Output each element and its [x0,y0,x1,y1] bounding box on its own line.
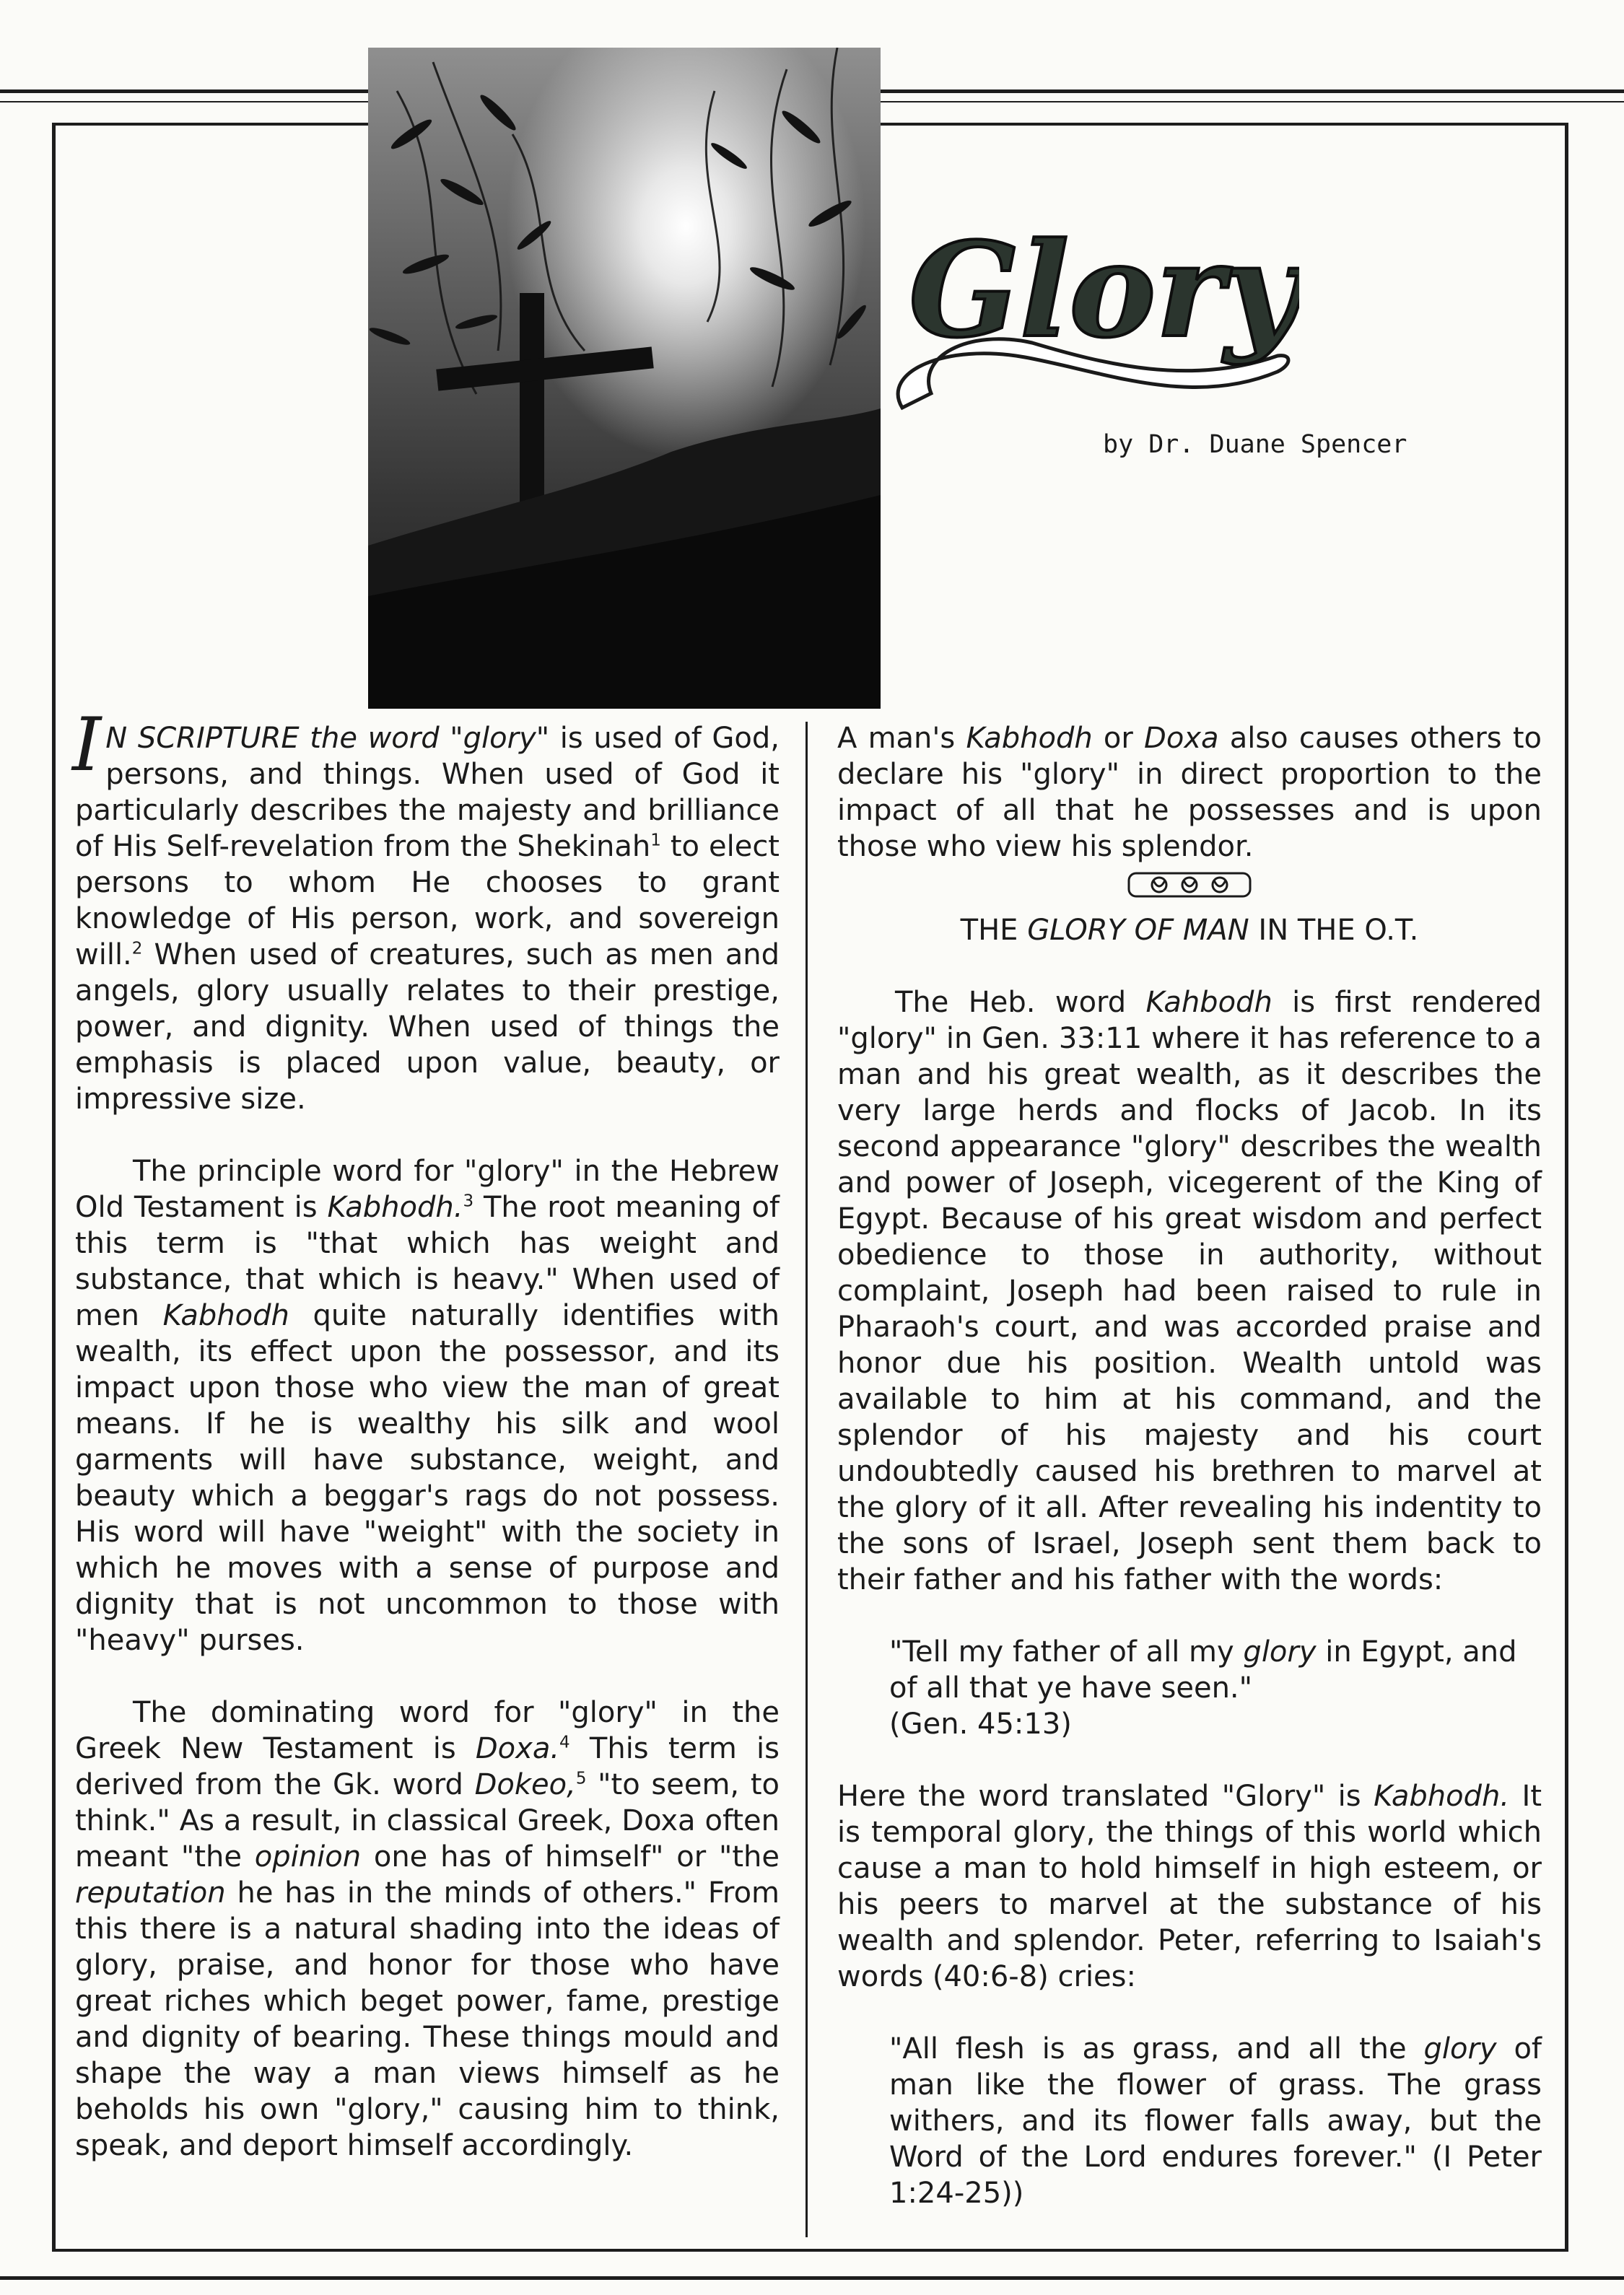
paragraph-intro: I N SCRIPTURE the word "glory" is used of God, persons, and things. When used of God it particularly describes the majesty and brilliance of His Self-revelation from the Shekinah$^1$ to elect persons to whom He chooses to grant knowledge of His person, work, and sovereign will.$^2$ When used of creatures, such as men and angels, glory usually relates to their prestige, power, and dignity. When used of things the emphasis is placed upon value, beauty, or impressive size. [72,702,780,1116]
column-divider [806,722,808,2237]
cross-silhouette-image [368,48,881,709]
quote-peter: "All flesh is as grass, and all the glory of man like the flower of grass. The grass withers, and its flower falls away, but the Word of the Lord endures forever." (I Peter 1:24-25)) [889,2032,1542,2210]
paragraph-continuation: A man's Kabhodh or Doxa also causes others to declare his "glory" in direct proportion to the impact of all that he possesses and is upon those who view his splendor. [837,722,1542,863]
section-heading: THE GLORY OF MAN IN THE O.T. [960,914,1419,947]
bottom-rule [0,2276,1624,2280]
footnote-marker: 5 [575,1769,587,1788]
quote-reference: (Gen. 45:13) [889,1708,1072,1741]
left-column [72,702,780,2164]
frame-left [52,123,56,2252]
ornament-divider [837,870,1542,902]
footnote-marker: 4 [559,1733,570,1752]
quote-genesis: "Tell my father of all my glory in Egypt, and of all that ye have seen." (Gen. 45:13) [889,1635,1517,1741]
glory-title-art [888,191,1299,451]
drop-cap: I [72,702,102,788]
paragraph-temporal-glory: Here the word translated "Glory" is Kabhodh. It is temporal glory, the things of this world which cause a man to hold himself in high esteem, or his peers to marvel at the substance of his wealth and splendor. Peter, referring to Isaiah's words (40:6-8) cries: [837,1780,1542,1993]
frame-right [1565,123,1568,2252]
footnote-marker: 1 [650,831,661,850]
paragraph-doxa: The dominating word for "glory" in the Greek New Testament is Doxa.$^4$ This term is derived from the Gk. word Dokeo,$^5$ "to seem, to think." As a result, in classical Greek, Doxa often meant "the opinion one has of himself" or "the reputation he has in the minds of others." From this there is a natural shading into the ideas of glory, praise, and honor for those who have great riches which beget power, fame, prestige and dignity of bearing. These things mould and shape the way a man views himself as he beholds his own "glory," causing him to think, speak, and deport himself accordingly. [75,1696,780,2162]
footnote-marker: 2 [131,939,143,958]
footnote-marker: 3 [463,1192,474,1211]
byline: by Dr. Duane Spencer [1103,430,1407,459]
paragraph-kabhodh: The principle word for "glory" in the Hebrew Old Testament is Kabhodh.$^3$ The root meaning of this term is "that which has weight and substance, that which is heavy." When used of men Kabhodh quite naturally identifies with wealth, its effect upon the possessor, and its impact upon those who view the man of great means. If he is wealthy his silk and wool garments will have substance, weight, and beauty which a beggar's rags do not possess. His word will have "weight" with the society in which he moves with a sense of purpose and dignity that is not uncommon to those with "heavy" purses. [75,1155,780,1657]
right-column [837,720,1542,2211]
cross-photo [368,48,881,709]
intro-lead: N SCRIPTURE the word "glory" [105,722,550,755]
title-text: Glory [909,214,1299,367]
frame-bottom [52,2249,1568,2252]
paragraph-joseph: The Heb. word Kahbodh is first rendered "glory" in Gen. 33:11 where it has reference to a man and his great wealth, as it describes the very large herds and flocks of Jacob. In its second appearance "glory" describes the wealth and power of Joseph, vicegerent of the King of Egypt. Because of his great wisdom and perfect obedience to those in authority, without complaint, Joseph had been raised to rule in Pharaoh's court, and was accorded praise and honor due his position. Wealth untold was available to him at his command, and the splendor of his majesty and his court undoubtedly caused his brethren to marvel at the glory of it all. After revealing his indentity to the sons of Israel, Joseph sent them back to their father and his father with the words: [837,986,1542,1596]
